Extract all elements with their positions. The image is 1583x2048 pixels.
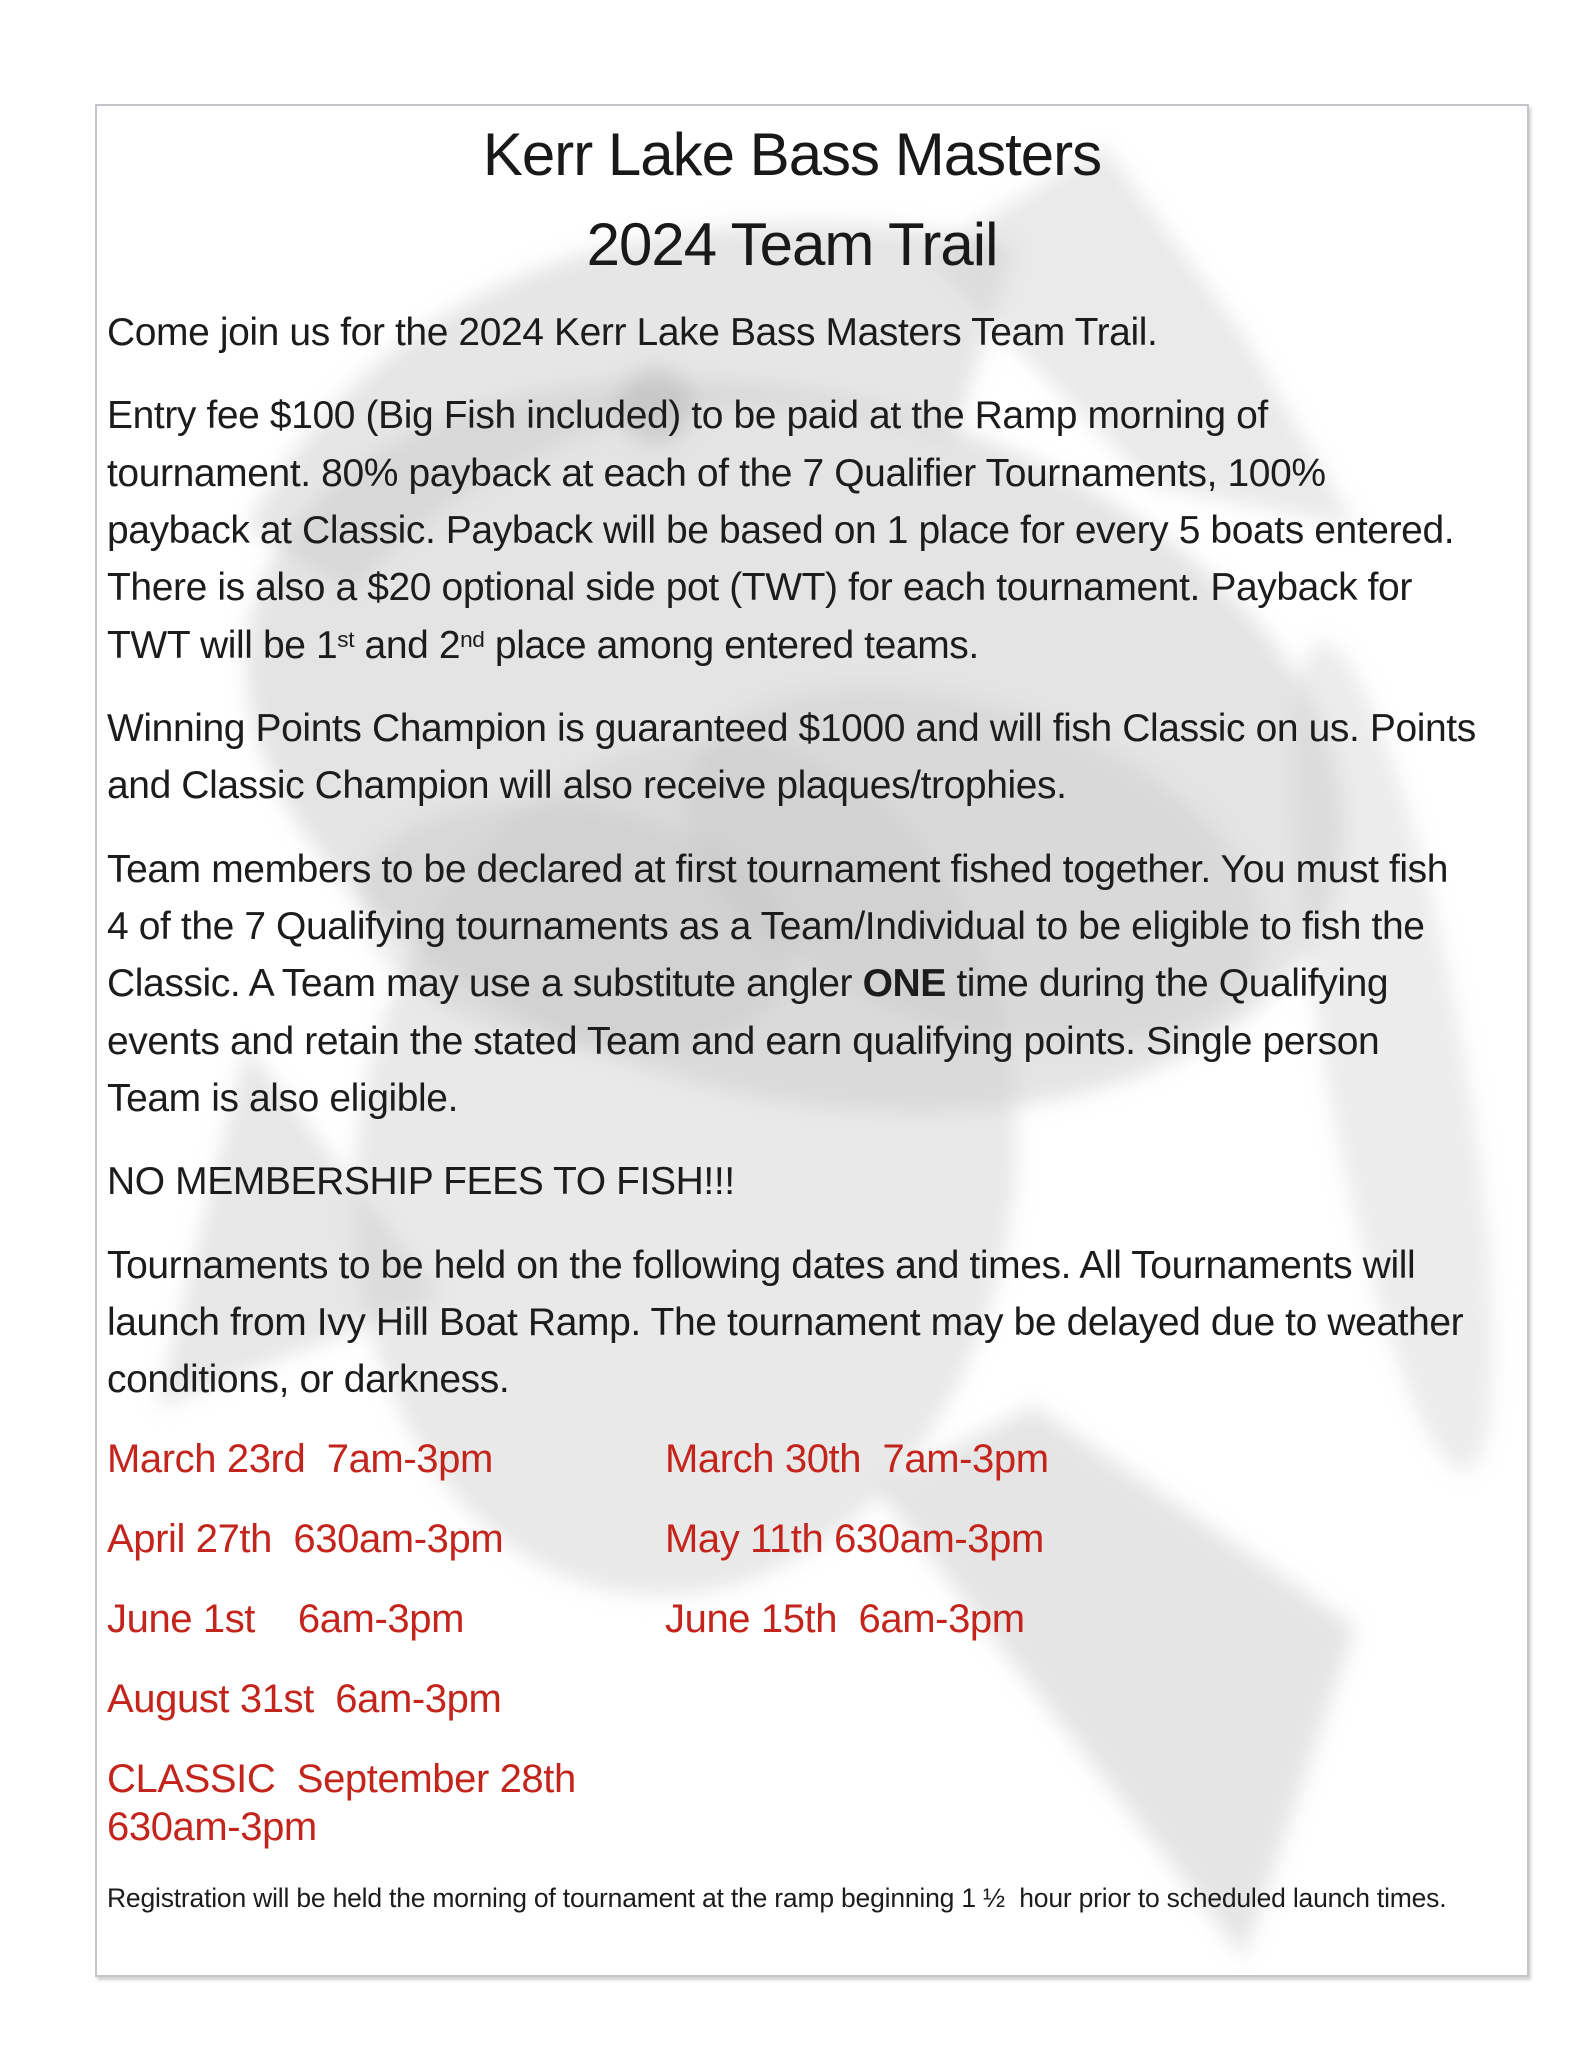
entry-fee-paragraph	[107, 387, 1477, 674]
tournament-date: March 30th 7am-3pm	[665, 1436, 1049, 1481]
title-line-2: 2024 Team Trail	[586, 211, 998, 278]
tournament-date: August 31st 6am-3pm	[107, 1676, 502, 1721]
ordinal-superscript-nd: nd	[460, 626, 485, 652]
entry-fee-text-2: and 2	[354, 623, 461, 667]
classic-date-row	[107, 1755, 1477, 1851]
tournament-date: June 1st 6am-3pm	[107, 1596, 465, 1641]
ordinal-superscript-st: st	[337, 626, 355, 652]
membership-statement: NO MEMBERSHIP FEES TO FISH!!!	[107, 1160, 735, 1204]
tournament-date-row	[107, 1595, 1477, 1643]
entry-fee-text-1: Entry fee $100 (Big Fish included) to be paid at the Ramp morning of tournament. 80% payback at each of the 7 Qualifier Tournaments, 100% payback at Classic. Payback will be based on 1 place for every 5 boats entered. There is also a $20 optional side pot (TWT) for each tournament. Payback for TWT will be 1	[107, 394, 1455, 667]
page-title	[107, 110, 1477, 290]
tournament-date: April 27th 630am-3pm	[107, 1516, 504, 1561]
tournament-date: June 15th 6am-3pm	[665, 1596, 1025, 1641]
title-line-1: Kerr Lake Bass Masters	[482, 121, 1102, 188]
team-rules-paragraph	[107, 841, 1477, 1128]
entry-fee-text-3: place among entered teams.	[484, 623, 979, 667]
tournament-date	[665, 1755, 1477, 1851]
tournament-date	[665, 1675, 1477, 1723]
flyer-document	[95, 104, 1529, 1977]
schedule-intro-paragraph: Tournaments to be held on the following dates and times. All Tournaments will launch from Ivy Hill Boat Ramp. The tournament may be delayed due to weather conditions, or darkness.	[107, 1243, 1464, 1402]
team-rules-one-emphasis: ONE	[862, 962, 946, 1006]
champion-paragraph: Winning Points Champion is guaranteed $1000 and will fish Classic on us. Points and Classic Champion will also receive plaques/trophies.	[107, 706, 1476, 808]
intro-paragraph: Come join us for the 2024 Kerr Lake Bass Masters Team Trail.	[107, 311, 1158, 354]
flyer-content	[97, 106, 1527, 1914]
team-rules-text-2: time during the Qualifying events and retain the stated Team and earn qualifying points. Single person Team is also eligible.	[107, 962, 1389, 1120]
classic-tournament-date: CLASSIC September 28th 630am-3pm	[107, 1756, 598, 1849]
tournament-date: May 11th 630am-3pm	[665, 1516, 1044, 1561]
tournament-date-row	[107, 1435, 1477, 1483]
tournament-date-row	[107, 1515, 1477, 1563]
registration-note: Registration will be held the morning of tournament at the ramp beginning 1 ½ hour prior to scheduled launch times.	[107, 1882, 1447, 1913]
tournament-date-row	[107, 1675, 1477, 1723]
team-rules-text-1: Team members to be declared at first tournament fished together. You must fish 4 of the 7 Qualifying tournaments as a Team/Individual to be eligible to fish the Classic. A Team may use a substitute angler	[107, 847, 1449, 1006]
tournament-date: March 23rd 7am-3pm	[107, 1436, 493, 1481]
